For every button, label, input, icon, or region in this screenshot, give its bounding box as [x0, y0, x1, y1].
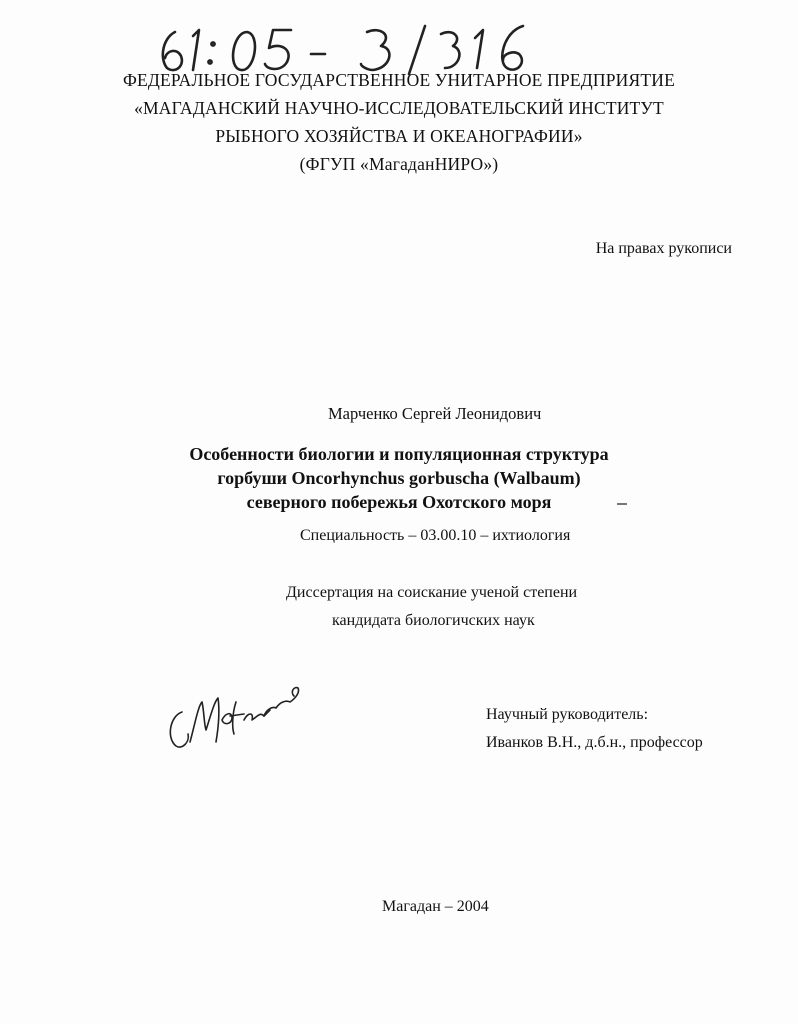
organization-line-1: ФЕДЕРАЛЬНОЕ ГОСУДАРСТВЕННОЕ УНИТАРНОЕ ПРЕДПРИЯТИЕ: [122, 70, 676, 90]
advisor-label: Научный руководитель:: [486, 706, 649, 723]
title-line-2: горбуши Oncorhynchus gorbuscha (Walbaum): [217, 468, 581, 488]
city-year: Магадан – 2004: [382, 898, 489, 915]
degree-line-2: кандидата биологичских наук: [332, 612, 535, 629]
organization-short-name: (ФГУП «МагаданНИРО»): [299, 154, 499, 174]
organization-line-2: «МАГАДАНСКИЙ НАУЧНО-ИССЛЕДОВАТЕЛЬСКИЙ ИНСТИТУТ: [134, 98, 664, 118]
rights-note: На правах рукописи: [595, 240, 732, 257]
specialty: Специальность – 03.00.10 – ихтиология: [300, 527, 571, 544]
author-name: Марченко Сергей Леонидович: [328, 404, 542, 423]
organization-line-3: РЫБНОГО ХОЗЯЙСТВА И ОКЕАНОГРАФИИ»: [215, 126, 583, 146]
degree-line-1: Диссертация на соискание ученой степени: [286, 584, 578, 601]
advisor-name: Иванков В.Н., д.б.н., профессор: [486, 734, 703, 751]
handwritten-archive-code: [155, 18, 535, 78]
title-line-1: Особенности биологии и популяционная структура: [189, 444, 609, 464]
title-line-3: северного побережья Охотского моря: [246, 492, 552, 512]
signature: [160, 672, 310, 752]
stray-mark: [617, 503, 627, 505]
